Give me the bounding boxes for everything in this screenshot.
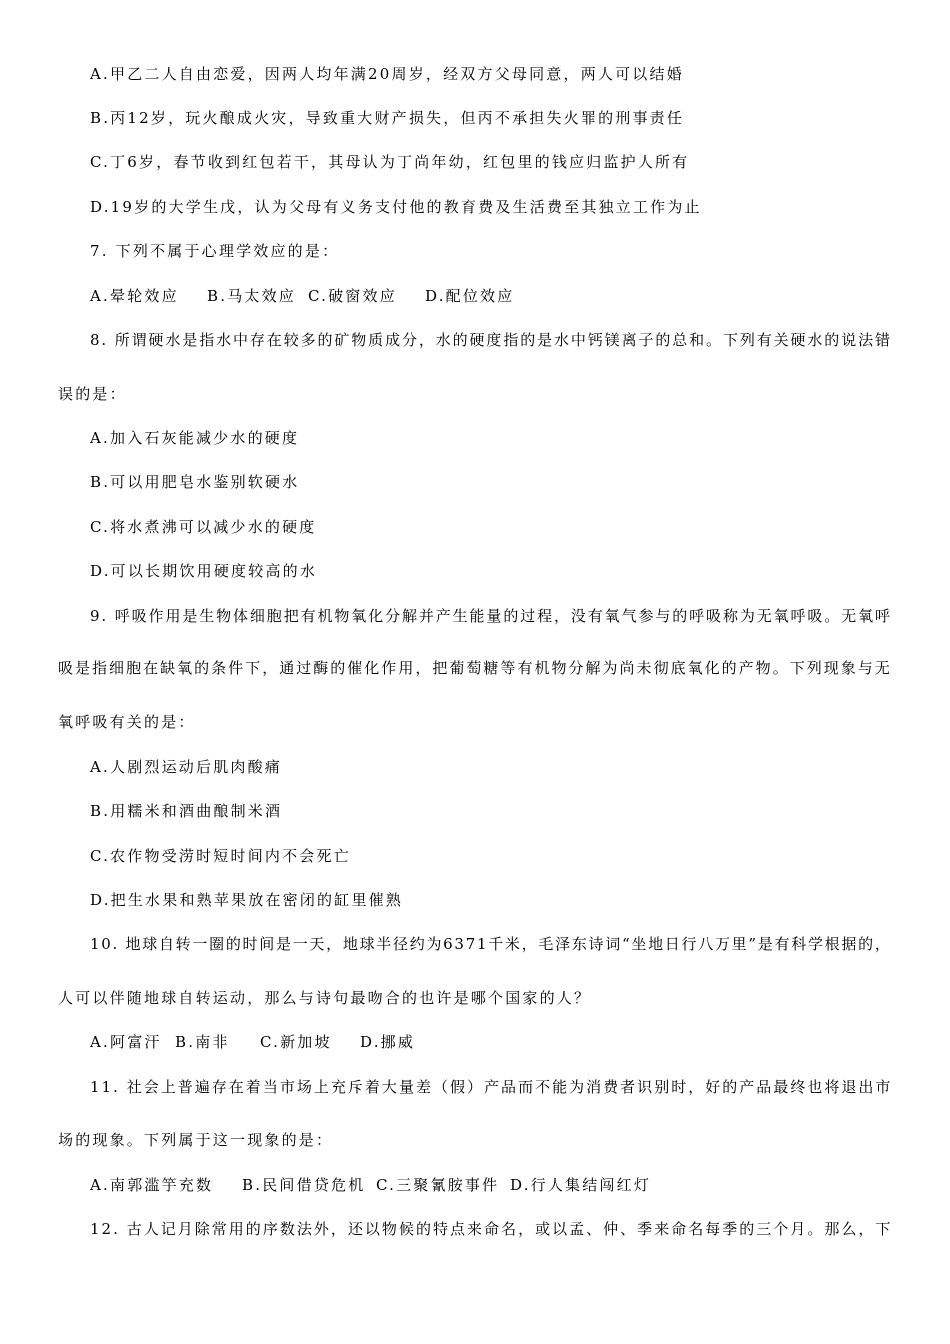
q10-option-a: A.阿富汗 [90, 1033, 162, 1051]
q11-stem-line-1: 11. 社会上普遍存在着当市场上充斥着大量差（假）产品而不能为消费者识别时，好的产品最终也将退出市 [90, 1078, 893, 1096]
q8-stem-line-2: 误的是： [58, 385, 127, 403]
q9-stem-line-3: 氧呼吸有关的是： [58, 713, 196, 731]
q10-options [90, 1032, 415, 1052]
q10-stem-line-1: 10. 地球自转一圈的时间是一天，地球半径约为6371千米，毛泽东诗词“坐地日行八万里”是有科学根据的， [90, 935, 892, 953]
q10-option-b: B.南非 [175, 1033, 230, 1051]
q11-option-d: D.行人集结闯红灯 [510, 1176, 652, 1194]
q7-option-c: C.破窗效应 [308, 287, 397, 305]
q7-options [90, 286, 514, 306]
q9-stem-line-1: 9. 呼吸作用是生物体细胞把有机物氧化分解并产生能量的过程，没有氧气参与的呼吸称为无氧呼吸。无氧呼 [90, 607, 892, 625]
q6-option-b: B.丙12岁，玩火酿成火灾，导致重大财产损失，但丙不承担失火罪的刑事责任 [90, 109, 685, 127]
q6-option-d: D.19岁的大学生戊，认为父母有义务支付他的教育费及生活费至其独立工作为止 [90, 198, 702, 216]
q8-option-d: D.可以长期饮用硬度较高的水 [90, 562, 318, 580]
q11-stem-line-2: 场的现象。下列属于这一现象的是： [58, 1131, 334, 1149]
q7-option-a: A.晕轮效应 [90, 287, 179, 305]
q10-option-d: D.挪威 [360, 1033, 416, 1051]
q9-option-d: D.把生水果和熟苹果放在密闭的缸里催熟 [90, 891, 404, 909]
q10-stem-line-2: 人可以伴随地球自转运动，那么与诗句最吻合的也许是哪个国家的人？ [58, 989, 592, 1007]
q6-option-c: C.丁6岁，春节收到红包若干，其母认为丁尚年幼，红包里的钱应归监护人所有 [90, 153, 690, 171]
q11-option-c: C.三聚氰胺事件 [376, 1176, 500, 1194]
q7-option-d: D.配位效应 [425, 287, 515, 305]
q8-option-b: B.可以用肥皂水鉴别软硬水 [90, 473, 300, 491]
q10-option-c: C.新加坡 [260, 1033, 332, 1051]
q11-options [90, 1175, 651, 1195]
q12-stem-line-1: 12. 古人记月除常用的序数法外，还以物候的特点来命名，或以孟、仲、季来命名每季的三个月。那么，下 [90, 1220, 893, 1238]
q11-option-b: B.民间借贷危机 [242, 1176, 366, 1194]
q7-stem: 7. 下列不属于心理学效应的是： [90, 242, 340, 260]
q8-stem-line-1: 8. 所谓硬水是指水中存在较多的矿物质成分，水的硬度指的是水中钙镁离子的总和。下列有关硬水的说法错 [90, 331, 892, 349]
q9-option-c: C.农作物受涝时短时间内不会死亡 [90, 847, 351, 865]
q7-option-b: B.马太效应 [207, 287, 296, 305]
q9-option-b: B.用糯米和酒曲酿制米酒 [90, 802, 283, 820]
q8-option-c: C.将水煮沸可以减少水的硬度 [90, 518, 317, 536]
q8-option-a: A.加入石灰能减少水的硬度 [90, 429, 300, 447]
q9-option-a: A.人剧烈运动后肌肉酸痛 [90, 758, 283, 776]
q11-option-a: A.南郭滥竽充数 [90, 1176, 214, 1194]
q6-option-a: A.甲乙二人自由恋爱，因两人均年满20周岁，经双方父母同意，两人可以结婚 [90, 65, 684, 83]
q9-stem-line-2: 吸是指细胞在缺氧的条件下，通过酶的催化作用，把葡萄糖等有机物分解为尚未彻底氧化的产物。下列现象与无 [58, 659, 892, 677]
